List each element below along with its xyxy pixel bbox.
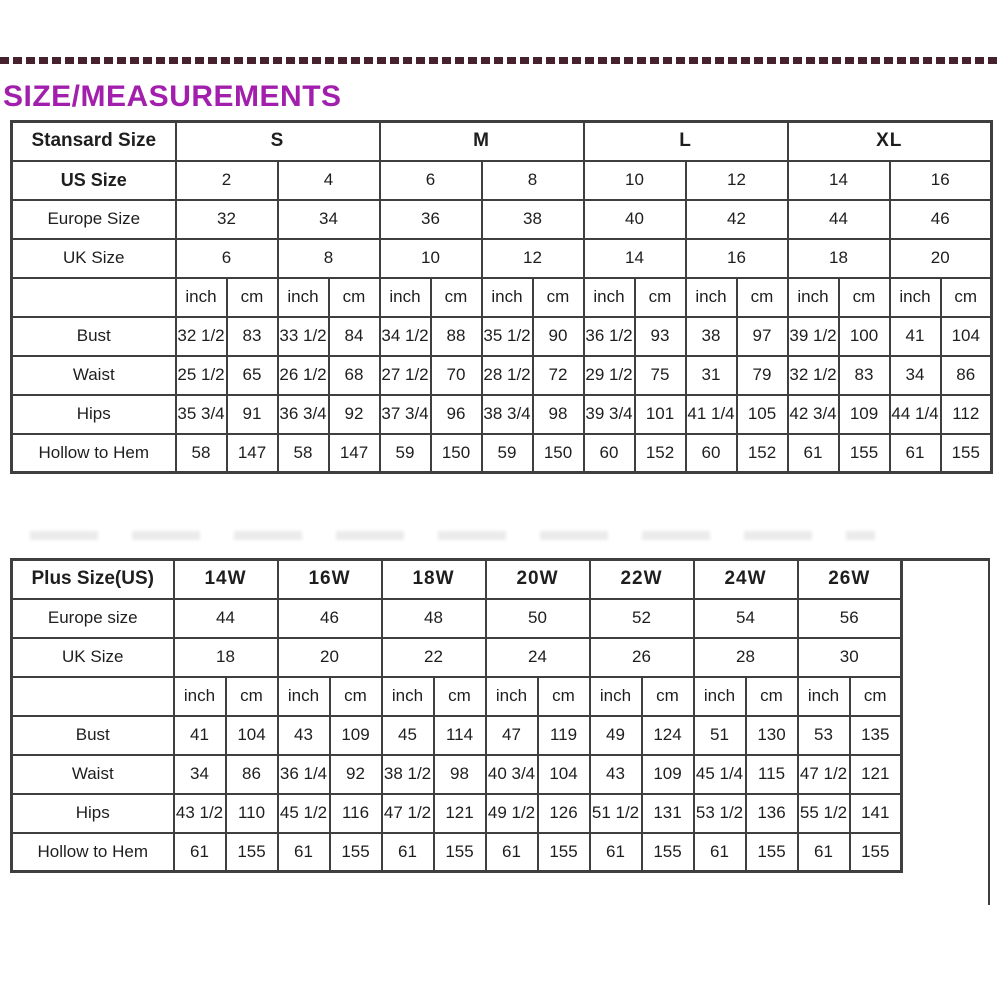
measurement-value-cell: 61	[798, 833, 850, 872]
measurement-value-cell: 155	[839, 434, 890, 473]
measurement-value-cell: 65	[227, 356, 278, 395]
size-value-cell: 28	[694, 638, 798, 677]
measurement-value-cell: 155	[850, 833, 902, 872]
size-value-cell: 24	[486, 638, 590, 677]
measurement-value-cell: 45 1/2	[278, 794, 330, 833]
measurement-value-cell: 98	[533, 395, 584, 434]
measurement-value-cell: 155	[941, 434, 992, 473]
size-group-cell: 16W	[278, 560, 382, 599]
measurement-value-cell: 60	[686, 434, 737, 473]
unit-cell: inch	[798, 677, 850, 716]
corner-label: Stansard Size	[12, 122, 176, 161]
size-value-cell: 20	[890, 239, 992, 278]
measurement-value-cell: 40 3/4	[486, 755, 538, 794]
measurement-value-cell: 130	[746, 716, 798, 755]
size-row	[12, 638, 902, 677]
plus-size-table	[10, 558, 903, 873]
standard-size-table	[10, 120, 993, 474]
corner-label: Plus Size(US)	[12, 560, 174, 599]
measurement-value-cell: 25 1/2	[176, 356, 227, 395]
unit-cell: inch	[584, 278, 635, 317]
measurement-row	[12, 395, 992, 434]
measurement-value-cell: 43	[278, 716, 330, 755]
measurement-value-cell: 26 1/2	[278, 356, 329, 395]
measurement-value-cell: 38 1/2	[382, 755, 434, 794]
measurement-value-cell: 61	[278, 833, 330, 872]
unit-cell: inch	[278, 278, 329, 317]
size-value-cell: 42	[686, 200, 788, 239]
unit-cell: cm	[737, 278, 788, 317]
measurement-value-cell: 150	[431, 434, 482, 473]
dashed-divider	[0, 57, 1000, 64]
unit-cell: cm	[227, 278, 278, 317]
measurement-value-cell: 105	[737, 395, 788, 434]
unit-cell: cm	[850, 677, 902, 716]
measurement-value-cell: 155	[642, 833, 694, 872]
measurement-value-cell: 51 1/2	[590, 794, 642, 833]
measurement-value-cell: 131	[642, 794, 694, 833]
size-value-cell: 10	[380, 239, 482, 278]
measurement-value-cell: 121	[850, 755, 902, 794]
measurement-value-cell: 61	[174, 833, 226, 872]
size-value-cell: 44	[788, 200, 890, 239]
unit-cell: inch	[176, 278, 227, 317]
unit-cell: inch	[482, 278, 533, 317]
plus-table-right-border-line	[988, 558, 990, 905]
measurement-value-cell: 39 1/2	[788, 317, 839, 356]
measurement-value-cell: 79	[737, 356, 788, 395]
size-value-cell: 38	[482, 200, 584, 239]
measurement-value-cell: 38	[686, 317, 737, 356]
measurement-value-cell: 28 1/2	[482, 356, 533, 395]
measurement-value-cell: 43	[590, 755, 642, 794]
measurement-value-cell: 104	[226, 716, 278, 755]
measurement-row	[12, 434, 992, 473]
size-value-cell: 48	[382, 599, 486, 638]
size-value-cell: 2	[176, 161, 278, 200]
measurement-value-cell: 147	[329, 434, 380, 473]
size-value-cell: 34	[278, 200, 380, 239]
measurement-value-cell: 119	[538, 716, 590, 755]
measurement-value-cell: 45 1/4	[694, 755, 746, 794]
measurement-value-cell: 47 1/2	[798, 755, 850, 794]
measurement-value-cell: 33 1/2	[278, 317, 329, 356]
measurement-value-cell: 27 1/2	[380, 356, 431, 395]
size-group-header-row	[12, 122, 992, 161]
measurement-value-cell: 72	[533, 356, 584, 395]
measurement-value-cell: 41	[890, 317, 941, 356]
measurement-value-cell: 86	[226, 755, 278, 794]
measurement-value-cell: 75	[635, 356, 686, 395]
measurement-row	[12, 755, 902, 794]
size-value-cell: 4	[278, 161, 380, 200]
size-value-cell: 32	[176, 200, 278, 239]
measurement-value-cell: 41	[174, 716, 226, 755]
measurement-row	[12, 716, 902, 755]
measurement-value-cell: 49	[590, 716, 642, 755]
unit-cell: inch	[486, 677, 538, 716]
size-value-cell: 26	[590, 638, 694, 677]
size-value-cell: 54	[694, 599, 798, 638]
unit-cell: cm	[226, 677, 278, 716]
size-group-cell: 24W	[694, 560, 798, 599]
measurement-value-cell: 92	[330, 755, 382, 794]
size-group-header-row	[12, 560, 902, 599]
measurement-value-cell: 86	[941, 356, 992, 395]
unit-cell: cm	[635, 278, 686, 317]
measurement-value-cell: 104	[941, 317, 992, 356]
size-value-cell: 18	[174, 638, 278, 677]
row-label: Bust	[12, 317, 176, 356]
unit-cell: cm	[431, 278, 482, 317]
unit-cell: inch	[788, 278, 839, 317]
size-group-cell: S	[176, 122, 380, 161]
size-value-cell: 36	[380, 200, 482, 239]
measurement-value-cell: 147	[227, 434, 278, 473]
row-label: Europe Size	[12, 200, 176, 239]
unit-cell: cm	[642, 677, 694, 716]
measurement-value-cell: 98	[434, 755, 486, 794]
row-label: Waist	[12, 755, 174, 794]
unit-cell: inch	[380, 278, 431, 317]
measurement-value-cell: 61	[590, 833, 642, 872]
size-value-cell: 30	[798, 638, 902, 677]
measurement-value-cell: 155	[226, 833, 278, 872]
size-value-cell: 46	[890, 200, 992, 239]
measurement-value-cell: 47 1/2	[382, 794, 434, 833]
measurement-value-cell: 90	[533, 317, 584, 356]
size-value-cell: 46	[278, 599, 382, 638]
measurement-value-cell: 55 1/2	[798, 794, 850, 833]
size-value-cell: 14	[584, 239, 686, 278]
unit-cell: cm	[746, 677, 798, 716]
unit-cell: cm	[941, 278, 992, 317]
measurement-value-cell: 109	[839, 395, 890, 434]
size-value-cell: 6	[176, 239, 278, 278]
measurement-value-cell: 34	[174, 755, 226, 794]
measurement-value-cell: 42 3/4	[788, 395, 839, 434]
measurement-value-cell: 60	[584, 434, 635, 473]
unit-cell: cm	[434, 677, 486, 716]
measurement-value-cell: 126	[538, 794, 590, 833]
measurement-value-cell: 38 3/4	[482, 395, 533, 434]
measurement-value-cell: 36 1/4	[278, 755, 330, 794]
measurement-value-cell: 44 1/4	[890, 395, 941, 434]
unit-cell: inch	[890, 278, 941, 317]
size-value-cell: 52	[590, 599, 694, 638]
unit-cell: inch	[590, 677, 642, 716]
measurement-value-cell: 61	[382, 833, 434, 872]
measurement-value-cell: 68	[329, 356, 380, 395]
size-group-cell: L	[584, 122, 788, 161]
measurement-value-cell: 88	[431, 317, 482, 356]
measurement-value-cell: 83	[839, 356, 890, 395]
measurement-value-cell: 39 3/4	[584, 395, 635, 434]
faded-print-artifact	[30, 531, 875, 540]
unit-cell: cm	[839, 278, 890, 317]
size-value-cell: 16	[890, 161, 992, 200]
measurement-value-cell: 61	[788, 434, 839, 473]
units-row	[12, 278, 992, 317]
size-value-cell: 18	[788, 239, 890, 278]
size-value-cell: 40	[584, 200, 686, 239]
row-label: Hollow to Hem	[12, 833, 174, 872]
measurement-value-cell: 35 3/4	[176, 395, 227, 434]
units-row	[12, 677, 902, 716]
unit-cell: inch	[686, 278, 737, 317]
size-group-cell: 18W	[382, 560, 486, 599]
row-label: UK Size	[12, 239, 176, 278]
measurement-value-cell: 34 1/2	[380, 317, 431, 356]
page-title: SIZE/MEASUREMENTS	[3, 80, 342, 113]
size-value-cell: 8	[278, 239, 380, 278]
measurement-value-cell: 29 1/2	[584, 356, 635, 395]
measurement-value-cell: 116	[330, 794, 382, 833]
measurement-value-cell: 59	[482, 434, 533, 473]
size-row	[12, 239, 992, 278]
measurement-value-cell: 150	[533, 434, 584, 473]
size-group-cell: 20W	[486, 560, 590, 599]
measurement-value-cell: 35 1/2	[482, 317, 533, 356]
row-label: Hips	[12, 794, 174, 833]
measurement-value-cell: 114	[434, 716, 486, 755]
measurement-value-cell: 61	[486, 833, 538, 872]
unit-cell: cm	[330, 677, 382, 716]
measurement-value-cell: 47	[486, 716, 538, 755]
size-row	[12, 200, 992, 239]
measurement-value-cell: 59	[380, 434, 431, 473]
size-value-cell: 6	[380, 161, 482, 200]
measurement-value-cell: 109	[330, 716, 382, 755]
measurement-value-cell: 45	[382, 716, 434, 755]
size-group-cell: XL	[788, 122, 992, 161]
row-label: Bust	[12, 716, 174, 755]
measurement-row	[12, 356, 992, 395]
measurement-value-cell: 37 3/4	[380, 395, 431, 434]
measurement-value-cell: 61	[890, 434, 941, 473]
size-row	[12, 161, 992, 200]
plus-table-top-border-extension	[902, 558, 990, 561]
size-value-cell: 16	[686, 239, 788, 278]
size-value-cell: 8	[482, 161, 584, 200]
measurement-value-cell: 136	[746, 794, 798, 833]
measurement-value-cell: 58	[176, 434, 227, 473]
measurement-row	[12, 833, 902, 872]
row-label: Europe size	[12, 599, 174, 638]
measurement-value-cell: 92	[329, 395, 380, 434]
size-value-cell: 50	[486, 599, 590, 638]
measurement-value-cell: 70	[431, 356, 482, 395]
measurement-value-cell: 31	[686, 356, 737, 395]
measurement-value-cell: 34	[890, 356, 941, 395]
unit-cell: cm	[533, 278, 584, 317]
row-label: Waist	[12, 356, 176, 395]
measurement-value-cell: 121	[434, 794, 486, 833]
measurement-value-cell: 124	[642, 716, 694, 755]
measurement-value-cell: 53	[798, 716, 850, 755]
measurement-value-cell: 152	[635, 434, 686, 473]
measurement-value-cell: 53 1/2	[694, 794, 746, 833]
measurement-value-cell: 32 1/2	[176, 317, 227, 356]
unit-cell: cm	[538, 677, 590, 716]
measurement-value-cell: 100	[839, 317, 890, 356]
measurement-value-cell: 155	[538, 833, 590, 872]
unit-cell: inch	[278, 677, 330, 716]
size-value-cell: 56	[798, 599, 902, 638]
measurement-value-cell: 152	[737, 434, 788, 473]
empty-corner-cell	[12, 278, 176, 317]
measurement-value-cell: 115	[746, 755, 798, 794]
measurement-value-cell: 109	[642, 755, 694, 794]
size-row	[12, 599, 902, 638]
measurement-value-cell: 101	[635, 395, 686, 434]
measurement-value-cell: 135	[850, 716, 902, 755]
measurement-value-cell: 104	[538, 755, 590, 794]
size-value-cell: 10	[584, 161, 686, 200]
row-label: UK Size	[12, 638, 174, 677]
measurement-value-cell: 41 1/4	[686, 395, 737, 434]
measurement-value-cell: 51	[694, 716, 746, 755]
measurement-value-cell: 91	[227, 395, 278, 434]
measurement-value-cell: 112	[941, 395, 992, 434]
measurement-value-cell: 36 1/2	[584, 317, 635, 356]
measurement-value-cell: 96	[431, 395, 482, 434]
row-label: Hollow to Hem	[12, 434, 176, 473]
measurement-row	[12, 317, 992, 356]
measurement-value-cell: 155	[746, 833, 798, 872]
size-value-cell: 22	[382, 638, 486, 677]
row-label: Hips	[12, 395, 176, 434]
size-group-cell: 26W	[798, 560, 902, 599]
empty-corner-cell	[12, 677, 174, 716]
size-value-cell: 12	[482, 239, 584, 278]
measurement-value-cell: 36 3/4	[278, 395, 329, 434]
measurement-value-cell: 43 1/2	[174, 794, 226, 833]
measurement-value-cell: 61	[694, 833, 746, 872]
row-label: US Size	[12, 161, 176, 200]
measurement-value-cell: 155	[434, 833, 486, 872]
unit-cell: inch	[382, 677, 434, 716]
size-value-cell: 12	[686, 161, 788, 200]
measurement-value-cell: 155	[330, 833, 382, 872]
unit-cell: cm	[329, 278, 380, 317]
measurement-value-cell: 141	[850, 794, 902, 833]
measurement-value-cell: 49 1/2	[486, 794, 538, 833]
size-value-cell: 44	[174, 599, 278, 638]
size-value-cell: 14	[788, 161, 890, 200]
size-value-cell: 20	[278, 638, 382, 677]
measurement-value-cell: 110	[226, 794, 278, 833]
size-group-cell: 22W	[590, 560, 694, 599]
measurement-value-cell: 32 1/2	[788, 356, 839, 395]
measurement-value-cell: 83	[227, 317, 278, 356]
measurement-value-cell: 93	[635, 317, 686, 356]
measurement-value-cell: 58	[278, 434, 329, 473]
measurement-row	[12, 794, 902, 833]
measurement-value-cell: 97	[737, 317, 788, 356]
size-group-cell: M	[380, 122, 584, 161]
unit-cell: inch	[174, 677, 226, 716]
unit-cell: inch	[694, 677, 746, 716]
size-group-cell: 14W	[174, 560, 278, 599]
measurement-value-cell: 84	[329, 317, 380, 356]
